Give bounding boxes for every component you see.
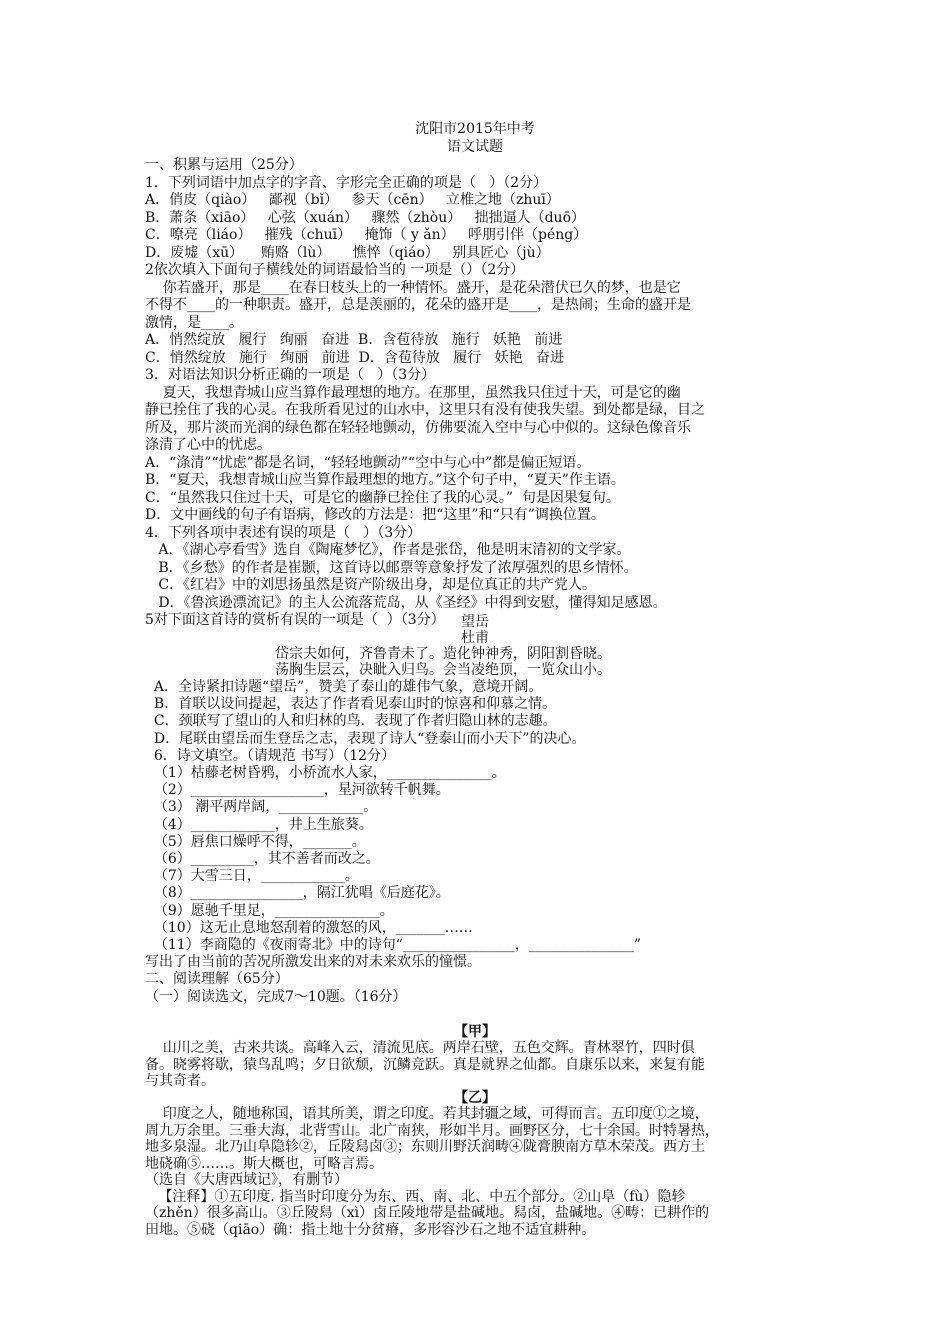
text-line: B．首联以设问提起，表达了作者看见泰山时的惊喜和仰慕之情。: [145, 696, 557, 713]
text-line: B．“夏天，我想青城山应当算作最理想的地方。”这个句子中，“夏天”作主语。: [145, 472, 625, 488]
text-line: D．尾联由望岳而生登岳之志，表现了诗人“登泰山而小天下”的决心。: [145, 730, 586, 747]
text-line: 4．下列各项中表述有误的项是（ ）（3分）: [145, 524, 422, 541]
text-line: 与其奇者。: [145, 1073, 215, 1089]
text-line: C．“虽然我只住过十天，可是它的幽静已拴住了我的心灵。” 句是因果复句。: [145, 489, 620, 506]
text-line: （7）大雪三日，____________。: [145, 868, 359, 885]
text-line: 二、阅读理解（65分）: [145, 971, 289, 988]
text-line: （10）这无止息地怒刮着的激怒的风，_______……: [145, 919, 473, 936]
text-line: （1）枯藤老树昏鸦，小桥流水人家，_______________。: [145, 765, 506, 781]
text-line: （一）阅读选文，完成7～10题。（16分）: [145, 988, 407, 1005]
text-line: 夏天，我想青城山应当算作最理想的地方。在那里，虽然我只住过十天，可是它的幽: [145, 384, 681, 401]
text-line: 不得不____的一种职责。盛开，总是羡丽的，花朵的盛开是____，是热闹；生命的盛开是: [145, 297, 691, 313]
text-line: D．文中画线的句子有语病，修改的方法是：把“这里”和“只有”调换位置。: [145, 507, 605, 523]
text-line: B．《乡愁》的作者是崔颢，这首诗以邮票等意象抒发了浓厚强烈的思乡情怀。: [145, 559, 638, 576]
text-line: 5对下面这首诗的赏析有误的一项是（ ）（3分）: [145, 612, 445, 628]
text-line: C．悄然绽放 施行 绚丽 前进 D．含苞待放 履行 妖艳 奋进: [145, 349, 564, 366]
text-line: （5）唇焦口燥呼不得，_______。: [145, 833, 366, 850]
text-line: A．俏皮（qiào） 鄙视（bǐ） 参天（cēn） 立椎之地（zhuī）: [145, 192, 560, 208]
text-line: （4）____________，井上生旅葵。: [145, 816, 373, 833]
section-heading-jia: 【甲】: [454, 1024, 496, 1040]
text-line: （9）愿驰千里足，_______________。: [145, 902, 394, 919]
text-line: A．悄然绽放 履行 绚丽 奋进 B．含苞待放 施行 妖艳 前进: [145, 332, 563, 348]
text-line: （3） 潮平两岸阔，____________。: [145, 799, 378, 816]
document-subtitle: 语文试题: [447, 139, 503, 155]
poem-line: 岱宗夫如何，齐鲁青未了。造化钟神秀，阴阳割昏晓。: [275, 646, 611, 662]
text-line: B．萧条（xiāo） 心弦（xuán） 骤然（zhòu） 拙拙逼人（duō）: [145, 209, 586, 226]
text-line: A．《湖心亭看雪》选自《陶庵梦忆》，作者是张岱，他是明末清初的文学家。: [145, 542, 631, 558]
text-line: 写出了由当前的苦况所激发出来的对未来欢乐的憧憬。: [145, 954, 481, 971]
text-line: 3．对语法知识分析正确的一项是（ ）（3分）: [145, 367, 436, 383]
poem-author: 杜甫: [461, 630, 489, 646]
text-line: （zhěn）很多高山。③丘陵舄（xì）卤丘陵地带是盐碱地。舄卤，盐碱地。④畴：已耕作的: [145, 1205, 710, 1221]
text-line: 地硗确⑤……。斯大概也，可略言焉。: [145, 1155, 383, 1172]
text-line: C．嘹亮（liáo） 摧残（chuī） 掩饰（ y ǎn） 呼朋引伴（péng）: [145, 227, 588, 243]
text-line: 6．诗文填空。（请规范 书写）（12分）: [145, 747, 396, 764]
text-line: 地多泉湿。北乃山阜隐轸②，丘陵舄卤③；东则川野沃润畴④陇膏腴南方草木荣茂。西方土: [145, 1139, 705, 1155]
poem-line: 荡胸生层云，决眦入归鸟。会当凌绝顶，一览众山小。: [275, 662, 611, 678]
text-line: C．《红岩》中的刘思扬虽然是资产阶级出身，却是位真正的共产党人。: [145, 577, 597, 593]
text-line: 你若盛开，那是____在春日枝头上的一种情怀。盛开，是花朵潜伏已久的梦，也是它: [145, 279, 681, 296]
text-line: 备。晓雾将歇，猿鸟乱鸣；夕日欲颓，沉鳞竞跃。真是就界之仙都。自康乐以来，来复有能: [145, 1056, 705, 1073]
document-title: 沈阳市2015年中考: [415, 121, 535, 137]
text-line: （6）_________，其不善者而改之。: [145, 851, 380, 867]
text-line: 涤清了心中的忧虑。: [145, 437, 271, 453]
text-line: （11）李商隐的《夜雨寄北》中的诗句“________________，_______________”: [145, 937, 642, 953]
text-line: 所及，那片淡而光润的绿色都在轻轻地颤动，仿佛要流入空中与心中似的。这绿色像音乐: [145, 419, 691, 436]
text-line: 一、积累与运用（25分）: [145, 157, 303, 173]
text-line: 静已拴住了我的心灵。在我所看见过的山水中，这里只有没有使我失望。到处都是绿，目之: [145, 402, 705, 418]
text-line: （选自《大唐西域记》，有删节）: [145, 1172, 348, 1188]
text-line: C．颈联写了望山的人和归林的鸟．表现了作者归隐山林的志趣。: [145, 713, 557, 730]
text-line: D．废墟（xū） 贿赂（lù） 憔悴（qiáo） 别具匠心（jù）: [145, 244, 550, 261]
text-line: 田地。⑤硗（qiāo）确：指土地十分贫瘠，多形容沙石之地不适宜耕种。: [145, 1221, 596, 1238]
text-line: （2）___________________，星河欲转千帆舞。: [145, 782, 450, 799]
text-line: 山川之美，古来共谈。高峰入云，清流见底。两岸石壁，五色交辉。青林翠竹，四时俱: [145, 1040, 695, 1056]
text-line: 2依次填入下面句子横线处的词语最恰当的 一项是（）（2分）: [145, 262, 525, 278]
section-heading-yi: 【乙】: [454, 1090, 496, 1106]
poem-title: 望岳: [461, 614, 489, 630]
text-line: 【注释】①五印度. 指当时印度分为东、西、南、北、中五个部分。②山阜（fù）隐轸: [145, 1188, 686, 1205]
text-line: D．《鲁滨逊漂流记》的主人公流落荒岛，从《圣经》中得到安慰，懂得知足感恩。: [145, 594, 667, 611]
text-line: 1．下列词语中加点字的字音、字形完全正确的项是（ ）（2分）: [145, 174, 548, 191]
text-line: （8）________________，隔江犹唱《后庭花》。: [145, 885, 450, 902]
text-line: A．“涤清”“忧虑”都是名词，“轻轻地颤动”“空中与心中”都是偏正短语。: [145, 454, 591, 471]
text-line: 周九万余里。三垂大海，北背雪山。北广南狭，形如半月。画野区分，七十余国。时特暑热，: [145, 1122, 719, 1139]
text-line: 印度之人，随地称国，语其所美，谓之印度。若其封疆之域，可得而言。五印度①之境，: [145, 1106, 709, 1122]
text-line: 激情，是____。: [145, 314, 243, 331]
text-line: A．全诗紧扣诗题“望岳”，赞美了泰山的雄伟气象，意境开阔。: [145, 679, 543, 695]
